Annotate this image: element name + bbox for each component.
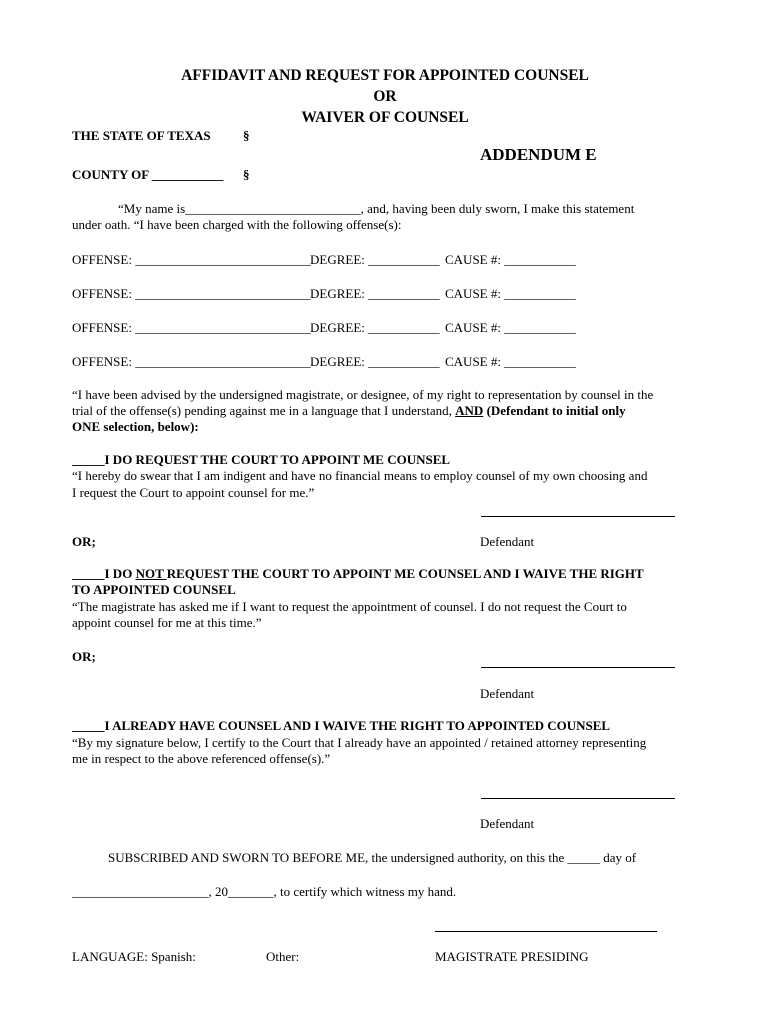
offense-field[interactable]: OFFENSE: ___________________________ <box>72 286 311 301</box>
offense-field[interactable]: OFFENSE: ___________________________ <box>72 252 311 267</box>
advised-line2 <box>72 403 626 419</box>
and-emphasis: AND <box>455 403 484 418</box>
degree-field[interactable]: DEGREE: ___________ <box>310 286 440 301</box>
advised-line3: ONE selection, below): <box>72 419 199 434</box>
document-title-line3: WAIVER OF COUNSEL <box>301 109 469 126</box>
cause-field[interactable]: CAUSE #: ___________ <box>445 354 576 369</box>
document-title-line1: AFFIDAVIT AND REQUEST FOR APPOINTED COUNSEL <box>181 67 589 84</box>
or-label-2: OR; <box>72 649 96 664</box>
language-spanish-label: LANGUAGE: Spanish: <box>72 949 196 964</box>
advised-instruction: (Defendant to initial only <box>483 403 626 418</box>
option2-line2: appoint counsel for me at this time.” <box>72 615 262 630</box>
addendum-label: ADDENDUM E <box>480 145 597 164</box>
not-emphasis: NOT <box>135 566 167 581</box>
option1-line1: “I hereby do swear that I am indigent and have no financial means to employ counsel of my own choosing and <box>72 468 648 483</box>
option2-heading-line2: TO APPOINTED COUNSEL <box>72 582 236 597</box>
section-symbol-2: § <box>243 167 250 182</box>
option3-signature-line[interactable] <box>481 798 675 799</box>
document-title-line2: OR <box>373 88 397 105</box>
subscribed-line2[interactable]: _____________________, 20_______, to certify which witness my hand. <box>72 884 457 899</box>
magistrate-signature-line[interactable] <box>435 931 657 932</box>
option2-heading-start: _____I DO <box>72 566 136 581</box>
language-other-label: Other: <box>266 949 300 964</box>
cause-field[interactable]: CAUSE #: ___________ <box>445 320 576 335</box>
cause-field[interactable]: CAUSE #: ___________ <box>445 286 576 301</box>
cause-field[interactable]: CAUSE #: ___________ <box>445 252 576 267</box>
offense-field[interactable]: OFFENSE: ___________________________ <box>72 320 311 335</box>
degree-field[interactable]: DEGREE: ___________ <box>310 320 440 335</box>
advised-line1: “I have been advised by the undersigned magistrate, or designee, of my right to representation by counsel in the <box>72 387 654 402</box>
intro-line1[interactable]: “My name is___________________________, and, having been duly sworn, I make this statement <box>118 201 635 216</box>
option1-line2: I request the Court to appoint counsel for me.” <box>72 485 315 500</box>
option1-heading[interactable]: _____I DO REQUEST THE COURT TO APPOINT ME COUNSEL <box>72 452 451 467</box>
state-label: THE STATE OF TEXAS <box>72 128 211 143</box>
section-symbol-1: § <box>243 128 250 143</box>
option2-heading-rest: REQUEST THE COURT TO APPOINT ME COUNSEL AND I WAIVE THE RIGHT <box>166 566 644 581</box>
offense-field[interactable]: OFFENSE: ___________________________ <box>72 354 311 369</box>
or-label-1: OR; <box>72 534 96 549</box>
intro-line2: under oath. “I have been charged with the following offense(s): <box>72 217 402 232</box>
option2-line1: “The magistrate has asked me if I want to request the appointment of counsel. I do not request the Court to <box>72 599 627 614</box>
option3-line2: me in respect to the above referenced offense(s).” <box>72 751 331 766</box>
option2-signer-label: Defendant <box>480 686 535 701</box>
advised-line2-text: trial of the offense(s) pending against me in a language that I understand, <box>72 403 456 418</box>
county-field[interactable]: COUNTY OF ___________ <box>72 167 224 182</box>
degree-field[interactable]: DEGREE: ___________ <box>310 252 440 267</box>
option2-signature-line[interactable] <box>481 667 675 668</box>
option3-heading[interactable]: _____I ALREADY HAVE COUNSEL AND I WAIVE THE RIGHT TO APPOINTED COUNSEL <box>72 718 611 733</box>
option1-signature-line[interactable] <box>481 516 675 517</box>
option1-signer-label: Defendant <box>480 534 535 549</box>
degree-field[interactable]: DEGREE: ___________ <box>310 354 440 369</box>
option2-heading[interactable] <box>72 566 644 582</box>
option3-line1: “By my signature below, I certify to the Court that I already have an appointed / retained attorney representing <box>72 735 647 750</box>
option3-signer-label: Defendant <box>480 816 535 831</box>
magistrate-label: MAGISTRATE PRESIDING <box>435 949 589 964</box>
subscribed-line1[interactable]: SUBSCRIBED AND SWORN TO BEFORE ME, the undersigned authority, on this the _____ day of <box>108 850 637 865</box>
